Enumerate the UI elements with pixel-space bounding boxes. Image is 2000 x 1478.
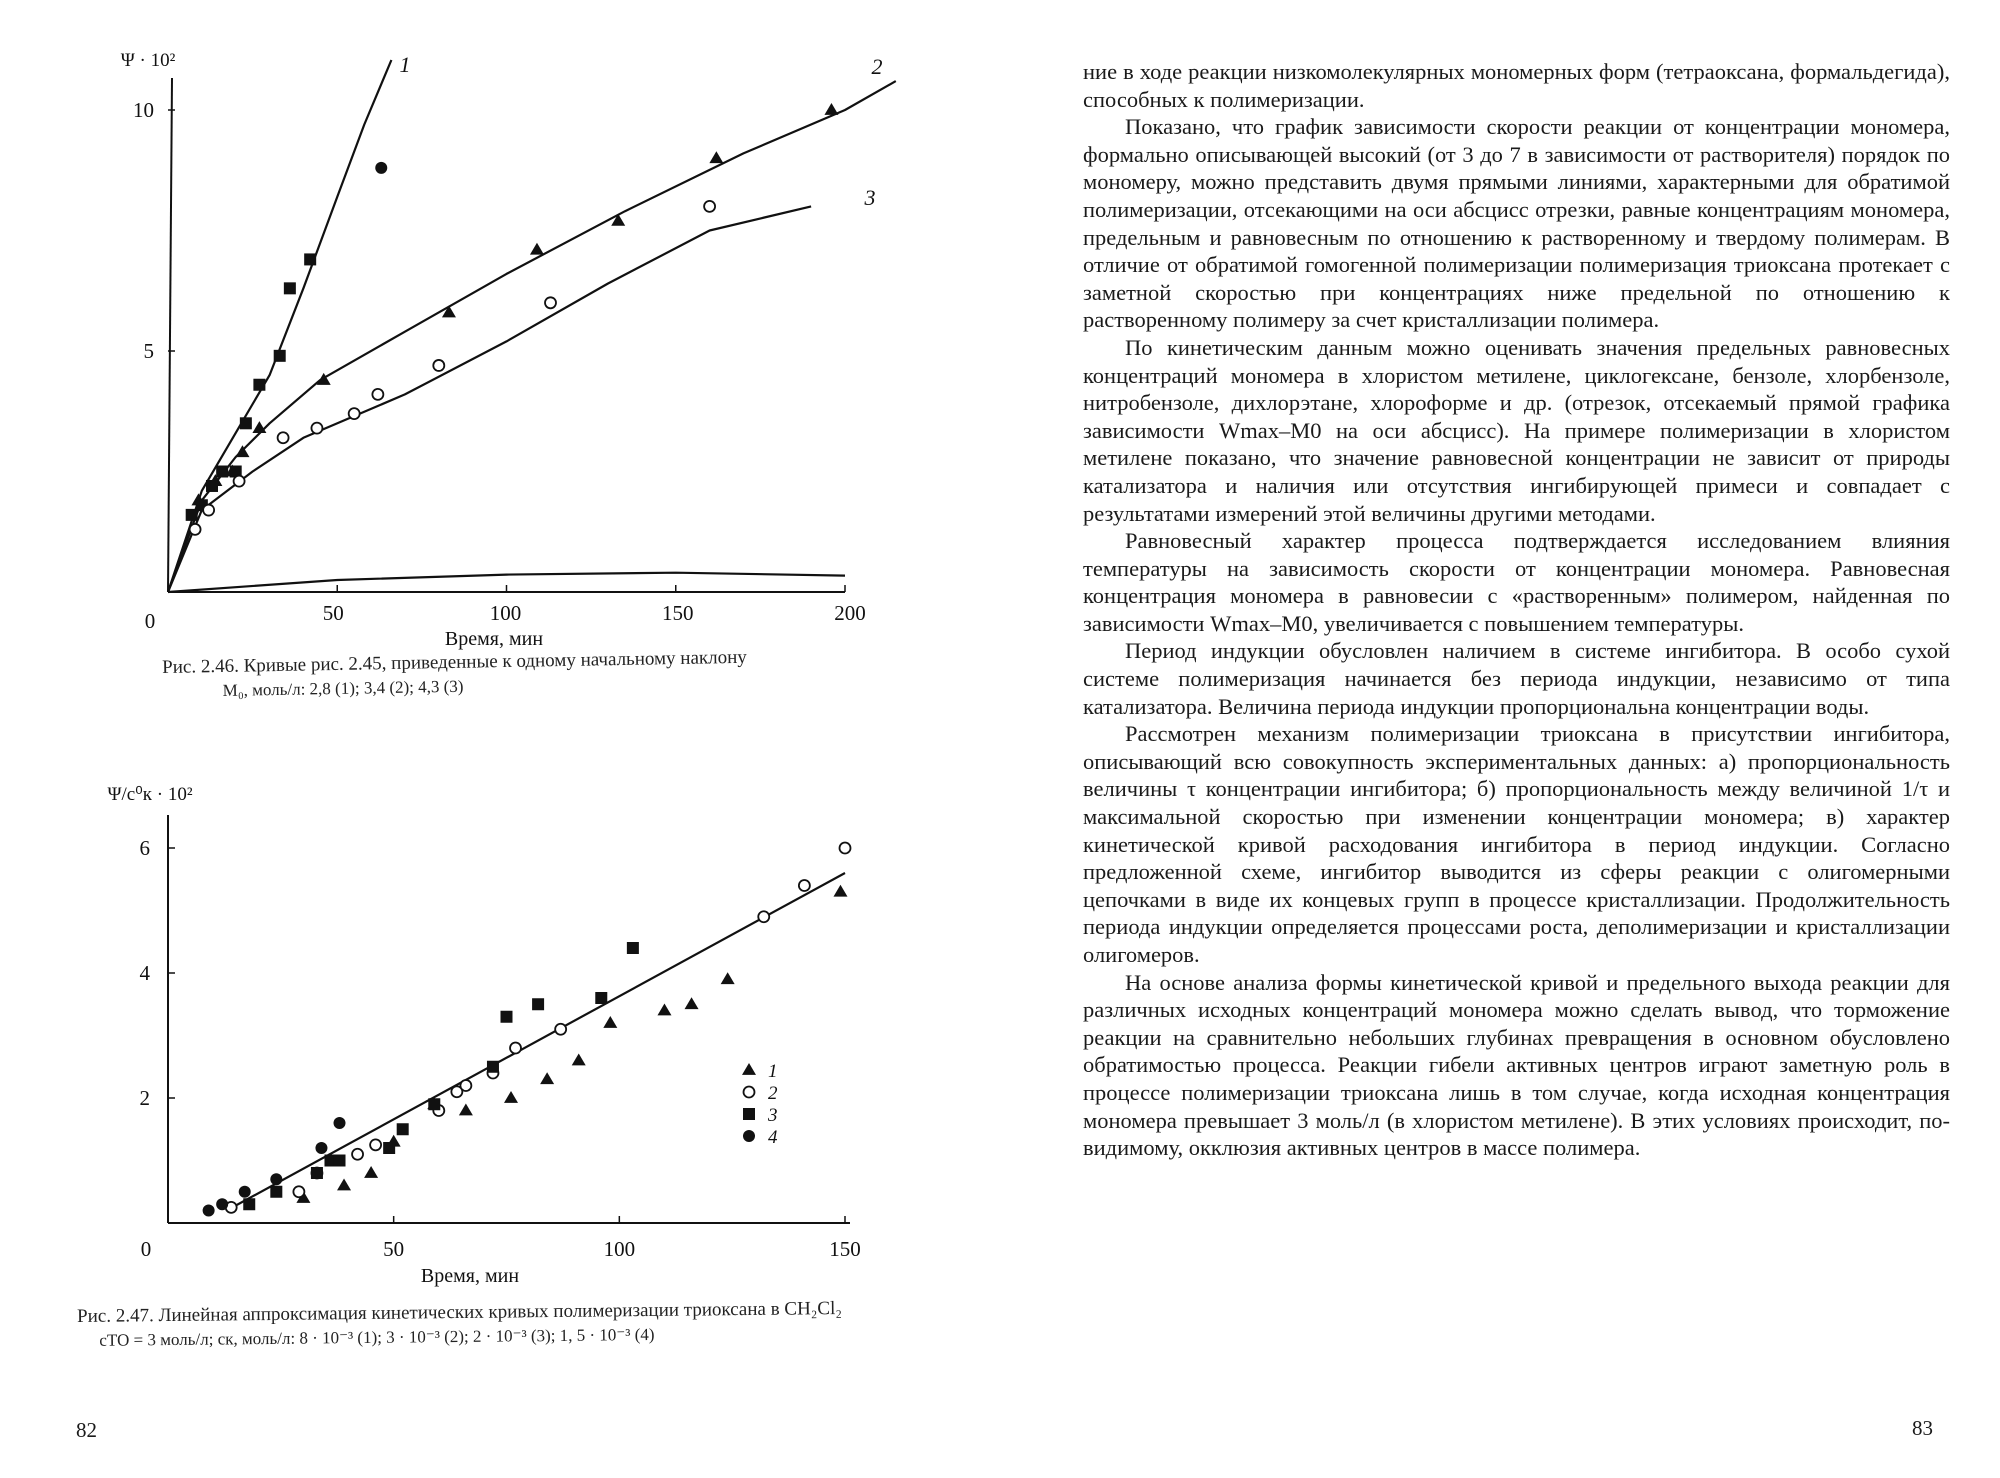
fig2-point-1 bbox=[833, 885, 847, 897]
figure-2-47-caption-line1: Рис. 2.47. Линейная аппроксимация кинетических кривых полимеризации триоксана в CH₂Cl₂ bbox=[77, 1297, 843, 1327]
fig2-x-tick-label: 100 bbox=[603, 1237, 636, 1261]
fig2-point-3 bbox=[595, 992, 607, 1004]
fig2-point-2 bbox=[352, 1149, 363, 1160]
fig2-axes bbox=[107, 784, 860, 1287]
fig2-point-2 bbox=[460, 1080, 471, 1091]
fig1-curve-label-1: 1 bbox=[399, 52, 411, 77]
fig1-x-tick-label: 50 bbox=[322, 601, 344, 625]
fig2-point-3 bbox=[532, 998, 544, 1010]
fig2-point-1 bbox=[603, 1016, 617, 1028]
fig1-y-tick-label: 10 bbox=[133, 98, 154, 122]
fig2-point-3 bbox=[428, 1098, 440, 1110]
fig2-point-1 bbox=[337, 1179, 351, 1191]
right-page-text bbox=[1083, 58, 1950, 1162]
fig2-point-3 bbox=[270, 1186, 282, 1198]
right-page-number: 83 bbox=[1912, 1416, 1933, 1440]
fig2-point-4 bbox=[216, 1198, 228, 1210]
fig2-point-4 bbox=[315, 1142, 327, 1154]
fig2-point-1 bbox=[572, 1054, 586, 1066]
paragraph-5: Период индукции обусловлен наличием в системе ингибитора. В особо сухой системе полимеризация начинается без периода индукции, независимо от типа катализатора. Величина периода индукции пропорциональна концентрации воды. bbox=[1083, 638, 1950, 719]
fig2-point-3 bbox=[383, 1142, 395, 1154]
figure-2-46-caption-line1: Рис. 2.46. Кривые рис. 2.45, приведенные к одному начальному наклону bbox=[162, 646, 747, 678]
fig1-y-axis-label: Ψ · 10² bbox=[120, 50, 176, 71]
fig2-point-2 bbox=[510, 1043, 521, 1054]
fig2-point-2 bbox=[799, 880, 810, 891]
fig2-point-2 bbox=[293, 1186, 304, 1197]
fig2-point-3 bbox=[397, 1123, 409, 1135]
fig2-fit-line-segment bbox=[227, 873, 845, 1211]
fig2-point-1 bbox=[685, 997, 699, 1009]
fig1-curve-label-2: 2 bbox=[871, 54, 883, 79]
fig1-x-tick-label: 150 bbox=[662, 601, 694, 625]
fig2-legend-marker-1 bbox=[742, 1063, 756, 1075]
fig2-point-1 bbox=[459, 1104, 473, 1116]
fig2-point-1 bbox=[364, 1166, 378, 1178]
fig2-x-tick-label: 150 bbox=[829, 1237, 861, 1261]
fig2-point-4 bbox=[270, 1173, 282, 1185]
fig2-fit-line bbox=[227, 873, 845, 1211]
paragraph-1: ние в ходе реакции низкомолекулярных мономерных форм (тетраоксана, формальдегида), способных к полимеризации. bbox=[1083, 59, 1950, 112]
fig2-y-tick-label: 6 bbox=[139, 836, 150, 860]
fig1-origin-label: 0 bbox=[144, 609, 156, 633]
fig2-point-3 bbox=[334, 1155, 346, 1167]
fig2-legend-marker-3 bbox=[743, 1108, 755, 1120]
fig2-point-3 bbox=[501, 1011, 513, 1023]
fig2-legend bbox=[742, 1061, 778, 1148]
fig2-point-1 bbox=[504, 1091, 518, 1103]
paragraph-6: Рассмотрен механизм полимеризации триоксана в присутствии ингибитора, описывающий всю совокупность экспериментальных данных: а) пропорциональность величины τ концентрации ингибитора; б) пропорциональность между величиной 1/τ и максимальной скоростью при изменении концентрации мономера; в) характер кинетической кривой расходования ингибитора в период индукции. Согласно предложенной схеме, ингибитор выводится из сферы реакции с олигомерными цепочками в виде их концевых групп в процессе кристаллизации. Продолжительность периода индукции определяется процессами роста, деполимеризации и кристаллизации олигомеров. bbox=[1083, 721, 1950, 967]
figure-2-47-caption bbox=[77, 1297, 842, 1353]
fig1-y-tick-label: 5 bbox=[143, 339, 154, 363]
fig2-y-tick-label: 4 bbox=[139, 961, 150, 985]
fig2-origin-label: 0 bbox=[140, 1237, 152, 1261]
figure-2-47-chart bbox=[0, 0, 900, 1300]
fig2-point-3 bbox=[243, 1198, 255, 1210]
fig2-point-2 bbox=[758, 911, 769, 922]
paragraph-3: По кинетическим данным можно оценивать значения предельных равновесных концентраций мономера в хлористом метилене, циклогексане, бензоле, хлорбензоле, нитробензоле, дихлорэтане, хлороформе и др. (отрезок, отсекаемый прямой графика зависимости Wmax–M0 на оси абсцисс). На примере полимеризации в хлористом метилене показано, что значение равновесной концентрации не зависит от природы катализатора и наличия или отсутствия ингибирующей примеси и совпадает с результатами измерений этой величины другими методами. bbox=[1083, 334, 1950, 526]
paragraph-7: На основе анализа формы кинетической кривой и предельного выхода реакции для различных исходных концентраций мономера можно сделать вывод, что торможение реакции на сравнительно небольших глубинах превращения в основном обусловлено обратимостью процесса. Реакции гибели активных центров играют заметную роль в процессе полимеризации триоксана лишь в том случае, когда исходная концентрация мономера превышает 3 моль/л (в хлористом метилене). В этих условиях происходит, по-видимому, окклюзия активных центров в массе полимера. bbox=[1083, 969, 1950, 1161]
fig2-x-axis-label: Время, мин bbox=[420, 1265, 520, 1287]
fig2-x-tick-label: 50 bbox=[383, 1237, 405, 1261]
left-page-number: 82 bbox=[76, 1418, 97, 1442]
fig2-point-3 bbox=[311, 1167, 323, 1179]
figure-2-47-caption-line2: cТО = 3 моль/л; cк, моль/л: 8 · 10⁻³ (1); 3 · 10⁻³ (2); 2 · 10⁻³ (3); 1, 5 · 10⁻³ (4) bbox=[99, 1324, 655, 1350]
fig2-point-4 bbox=[334, 1117, 346, 1129]
fig1-x-axis-label: Время, мин bbox=[444, 628, 544, 650]
fig2-points bbox=[203, 843, 851, 1217]
fig2-point-1 bbox=[657, 1004, 671, 1016]
paragraph-4: Равновесный характер процесса подтверждается исследованием влияния температуры на зависимость скорости от концентрации мономера. Равновесная концентрация мономера в равновесии с «растворенным» полимером, найденная по зависимости Wmax–M0, увеличивается с повышением температуры. bbox=[1083, 528, 1950, 636]
fig2-point-1 bbox=[540, 1072, 554, 1084]
fig2-legend-label-4: 4 bbox=[768, 1127, 778, 1148]
fig1-curve-label-3: 3 bbox=[864, 185, 876, 210]
fig2-point-3 bbox=[627, 942, 639, 954]
fig2-legend-label-3: 3 bbox=[768, 1105, 778, 1126]
fig2-point-3 bbox=[487, 1061, 499, 1073]
fig2-point-4 bbox=[203, 1205, 215, 1217]
fig2-legend-marker-4 bbox=[743, 1130, 755, 1142]
fig2-point-2 bbox=[840, 843, 851, 854]
paragraph-2: Показано, что график зависимости скорости реакции от концентрации мономера, формально описывающей высокий (от 3 до 7 в зависимости от растворителя) порядок по мономеру, можно представить двумя прямыми линиями, характерными для обратимой полимеризации, отсекающими на оси абсцисс отрезки, равные концентрациям мономера, предельным и равновесным по отношению к растворенному и твердому полимерам. В отличие от обратимой гомогенной полимеризации полимеризация триоксана протекает с заметной скоростью при концентрациях ниже предельной по отношению к растворенному полимеру за счет кристаллизации полимера. bbox=[1083, 114, 1950, 333]
fig2-point-4 bbox=[239, 1186, 251, 1198]
fig2-y-axis-label: Ψ/c⁰к · 10² bbox=[107, 784, 193, 805]
figure-2-46-caption-line2: M₀, моль/л: 2,8 (1); 3,4 (2); 4,3 (3) bbox=[222, 676, 464, 700]
fig2-point-2 bbox=[555, 1024, 566, 1035]
fig2-y-tick-label: 2 bbox=[139, 1086, 150, 1110]
fig2-legend-label-2: 2 bbox=[768, 1083, 778, 1104]
fig2-legend-label-1: 1 bbox=[768, 1061, 778, 1082]
fig1-x-tick-label: 100 bbox=[489, 601, 522, 625]
fig1-x-tick-label: 200 bbox=[834, 601, 866, 625]
fig2-point-1 bbox=[721, 972, 735, 984]
fig2-legend-marker-2 bbox=[744, 1087, 755, 1098]
fig2-point-2 bbox=[370, 1139, 381, 1150]
